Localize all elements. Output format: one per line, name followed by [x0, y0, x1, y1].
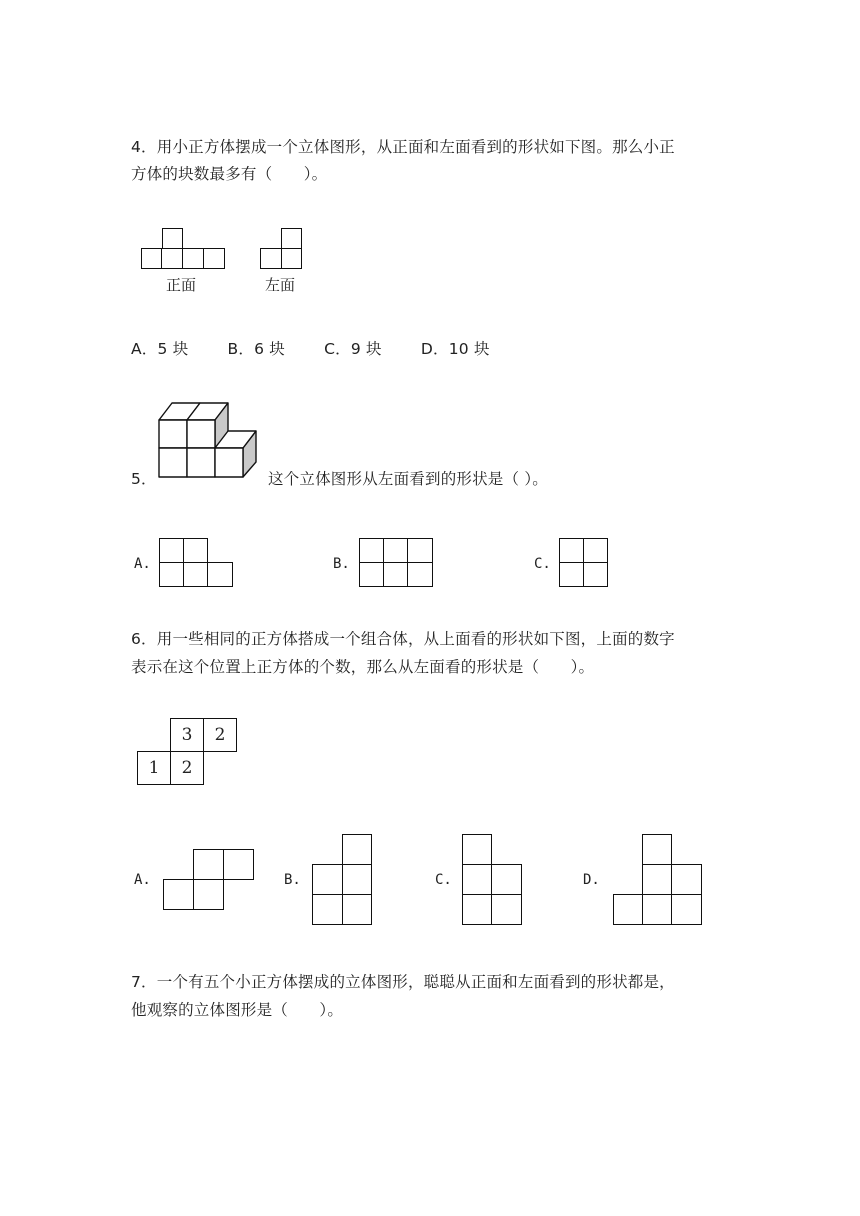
q6-grid-cell: 2	[203, 718, 237, 752]
q4-option-a[interactable]: A．5 块	[131, 340, 189, 358]
q6-top-view-grid	[137, 718, 241, 786]
q6-option-a-figure[interactable]	[163, 849, 255, 911]
q6-option-d-figure[interactable]	[613, 834, 705, 926]
q6-option-c-figure[interactable]	[462, 834, 524, 926]
q6-option-b-label[interactable]: B.	[284, 872, 301, 888]
q4-left-view	[260, 228, 310, 274]
q5-option-c-figure[interactable]	[559, 538, 611, 588]
q4-caption-left: 左面	[265, 276, 296, 294]
q5-option-c-label[interactable]: C.	[534, 556, 551, 572]
q5-3d-solid	[155, 400, 265, 482]
q6-grid-cell: 2	[170, 751, 204, 785]
q6-grid-cell: 1	[137, 751, 171, 785]
q5-option-b-figure[interactable]	[359, 538, 435, 588]
q5-option-a-label[interactable]: A.	[134, 556, 151, 572]
q6-option-d-label[interactable]: D.	[583, 872, 600, 888]
q4-option-d[interactable]: D．10 块	[420, 340, 490, 358]
q6-text-line1: 6．用一些相同的正方体搭成一个组合体，从上面看的形状如下图，上面的数字	[131, 630, 675, 648]
q4-text-line1: 4．用小正方体摆成一个立体图形，从正面和左面看到的形状如下图。那么小正	[131, 138, 675, 156]
q6-option-b-figure[interactable]	[312, 834, 374, 926]
q4-options	[131, 336, 524, 363]
q4-caption-front: 正面	[166, 276, 197, 294]
q5-number: 5．	[131, 470, 157, 488]
q4-option-b[interactable]: B．6 块	[227, 340, 285, 358]
q4-text-line2: 方体的块数最多有（ ）。	[131, 165, 328, 183]
q5-option-b-label[interactable]: B.	[333, 556, 350, 572]
q6-grid-cell: 3	[170, 718, 204, 752]
q6-text-line2: 表示在这个位置上正方体的个数，那么从左面看的形状是（ ）。	[131, 658, 595, 676]
q5-option-a-figure[interactable]	[159, 538, 235, 588]
q4-front-view	[141, 228, 231, 274]
q6-option-a-label[interactable]: A.	[134, 872, 151, 888]
q7-text-line2: 他观察的立体图形是（ ）。	[131, 1001, 344, 1019]
q4-option-c[interactable]: C．9 块	[324, 340, 382, 358]
q5-text: 这个立体图形从左面看到的形状是（ ）。	[268, 470, 548, 488]
q6-option-c-label[interactable]: C.	[435, 872, 452, 888]
q7-text-line1: 7．一个有五个小正方体摆成的立体图形，聪聪从正面和左面看到的形状都是，	[131, 973, 675, 991]
